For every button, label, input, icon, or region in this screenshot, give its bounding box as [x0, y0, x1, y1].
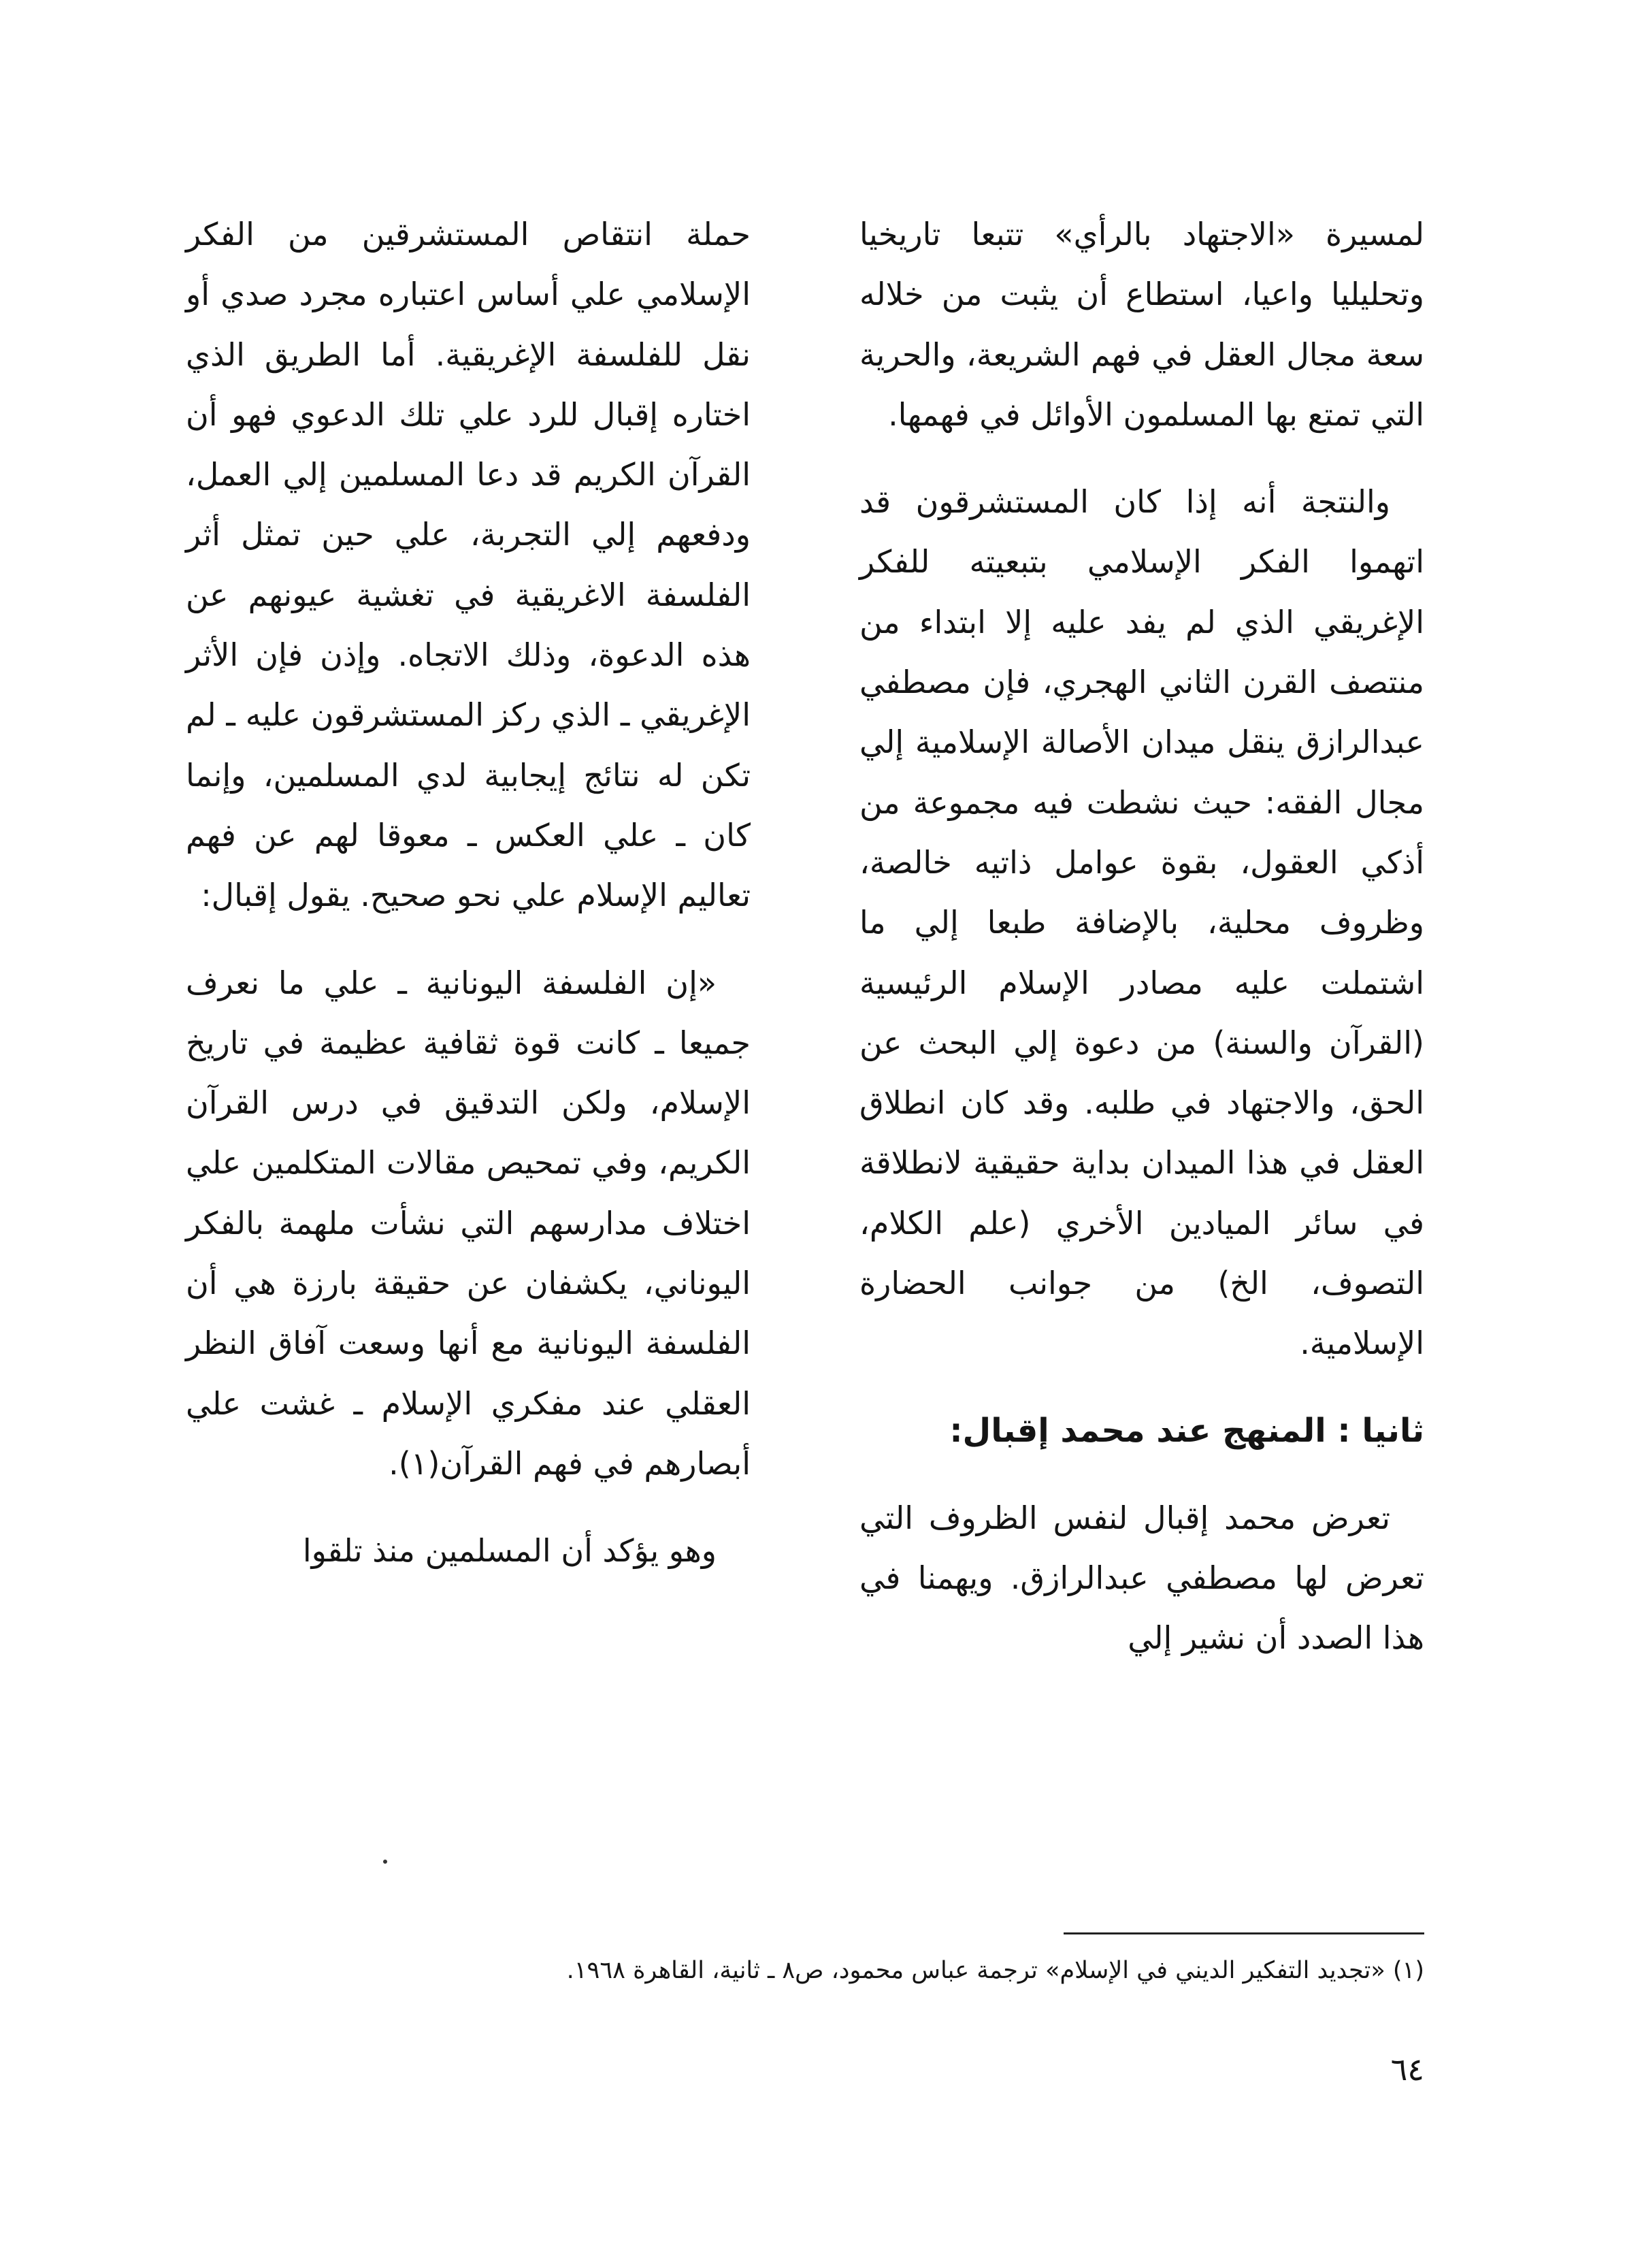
left-column — [186, 204, 751, 1581]
paragraph: وهو يؤكد أن المسلمين منذ تلقوا — [302, 1532, 717, 1570]
paragraph: لمسيرة «الاجتهاد بالرأي» تتبعا تاريخيا وتحليليا واعيا، استطاع أن يثبت من خلاله سعة مجال العقل في فهم الشريعة، والحرية التي تمتع بها المسلمون الأوائل في فهمها. — [859, 216, 1424, 433]
paragraph: والنتجة أنه إذا كان المستشرقون قد اتهموا الفكر الإسلامي بتبعيته للفكر الإغريقي الذي لم يفد عليه إلا ابتداء من منتصف القرن الثاني الهجري، فإن مصطفي عبدالرازق ينقل ميدان الأصالة الإسلامية إلي مجال الفقه: حيث نشطت فيه مجموعة من أذكي العقول، بقوة عوامل ذاتيه خالصة، وظروف محلية، بالإضافة طبعا إلي ما اشتملت عليه مصادر الإسلام الرئيسية (القرآن والسنة) من دعوة إلي البحث عن الحق، والاجتهاد في طلبه. وقد كان انطلاق العقل في هذا الميدان بداية حقيقية لانطلاقة في سائر الميادين الأخري (علم الكلام، التصوف، الخ) من جوانب الحضارة الإسلامية. — [859, 483, 1424, 1362]
quotation-paragraph: «إن الفلسفة اليونانية ـ علي ما نعرف جميعا ـ كانت قوة ثقافية عظيمة في تاريخ الإسلام، ولكن التدقيق في درس القرآن الكريم، وفي تمحيص مقالات المتكلمين علي اختلاف مدارسهم التي نشأت ملهمة بالفكر اليوناني، يكشفان عن حقيقة بارزة هي أن الفلسفة اليونانية مع أنها وسعت آفاق النظر العقلي عند مفكري الإسلام ـ غشت علي أبصارهم في فهم القرآن(١). — [186, 964, 751, 1482]
right-column — [859, 204, 1424, 1668]
stray-dot — [383, 1860, 387, 1864]
paragraph: حملة انتقاص المستشرقين من الفكر الإسلامي علي أساس اعتباره مجرد صدي أو نقل للفلسفة الإغريقية. أما الطريق الذي اختاره إقبال للرد علي تلك الدعوي فهو أن القرآن الكريم قد دعا المسلمين إلي العمل، ودفعهم إلي التجربة، علي حين تمثل أثر الفلسفة الاغريقية في تغشية عيونهم عن هذه الدعوة، وذلك الاتجاه. وإذن فإن الأثر الإغريقي ـ الذي ركز المستشرقون عليه ـ لم تكن له نتائج إيجابية لدي المسلمين، وإنما كان ـ علي العكس ـ معوقا لهم عن فهم تعاليم الإسلام علي نحو صحيح. يقول إقبال: — [186, 216, 751, 914]
paragraph: تعرض محمد إقبال لنفس الظروف التي تعرض لها مصطفي عبدالرازق. ويهمنا في هذا الصدد أن نشير إلي — [859, 1499, 1424, 1657]
section-heading: ثانيا : المنهج عند محمد إقبال: — [949, 1411, 1424, 1450]
page-number: ٦٤ — [1390, 2051, 1424, 2088]
footnote-divider — [1064, 1932, 1424, 1934]
footnote: (١) «تجديد التفكير الديني في الإسلام» ترجمة عباس محمود، ص٨ ـ ثانية، القاهرة ١٩٦٨. — [566, 1957, 1424, 1984]
